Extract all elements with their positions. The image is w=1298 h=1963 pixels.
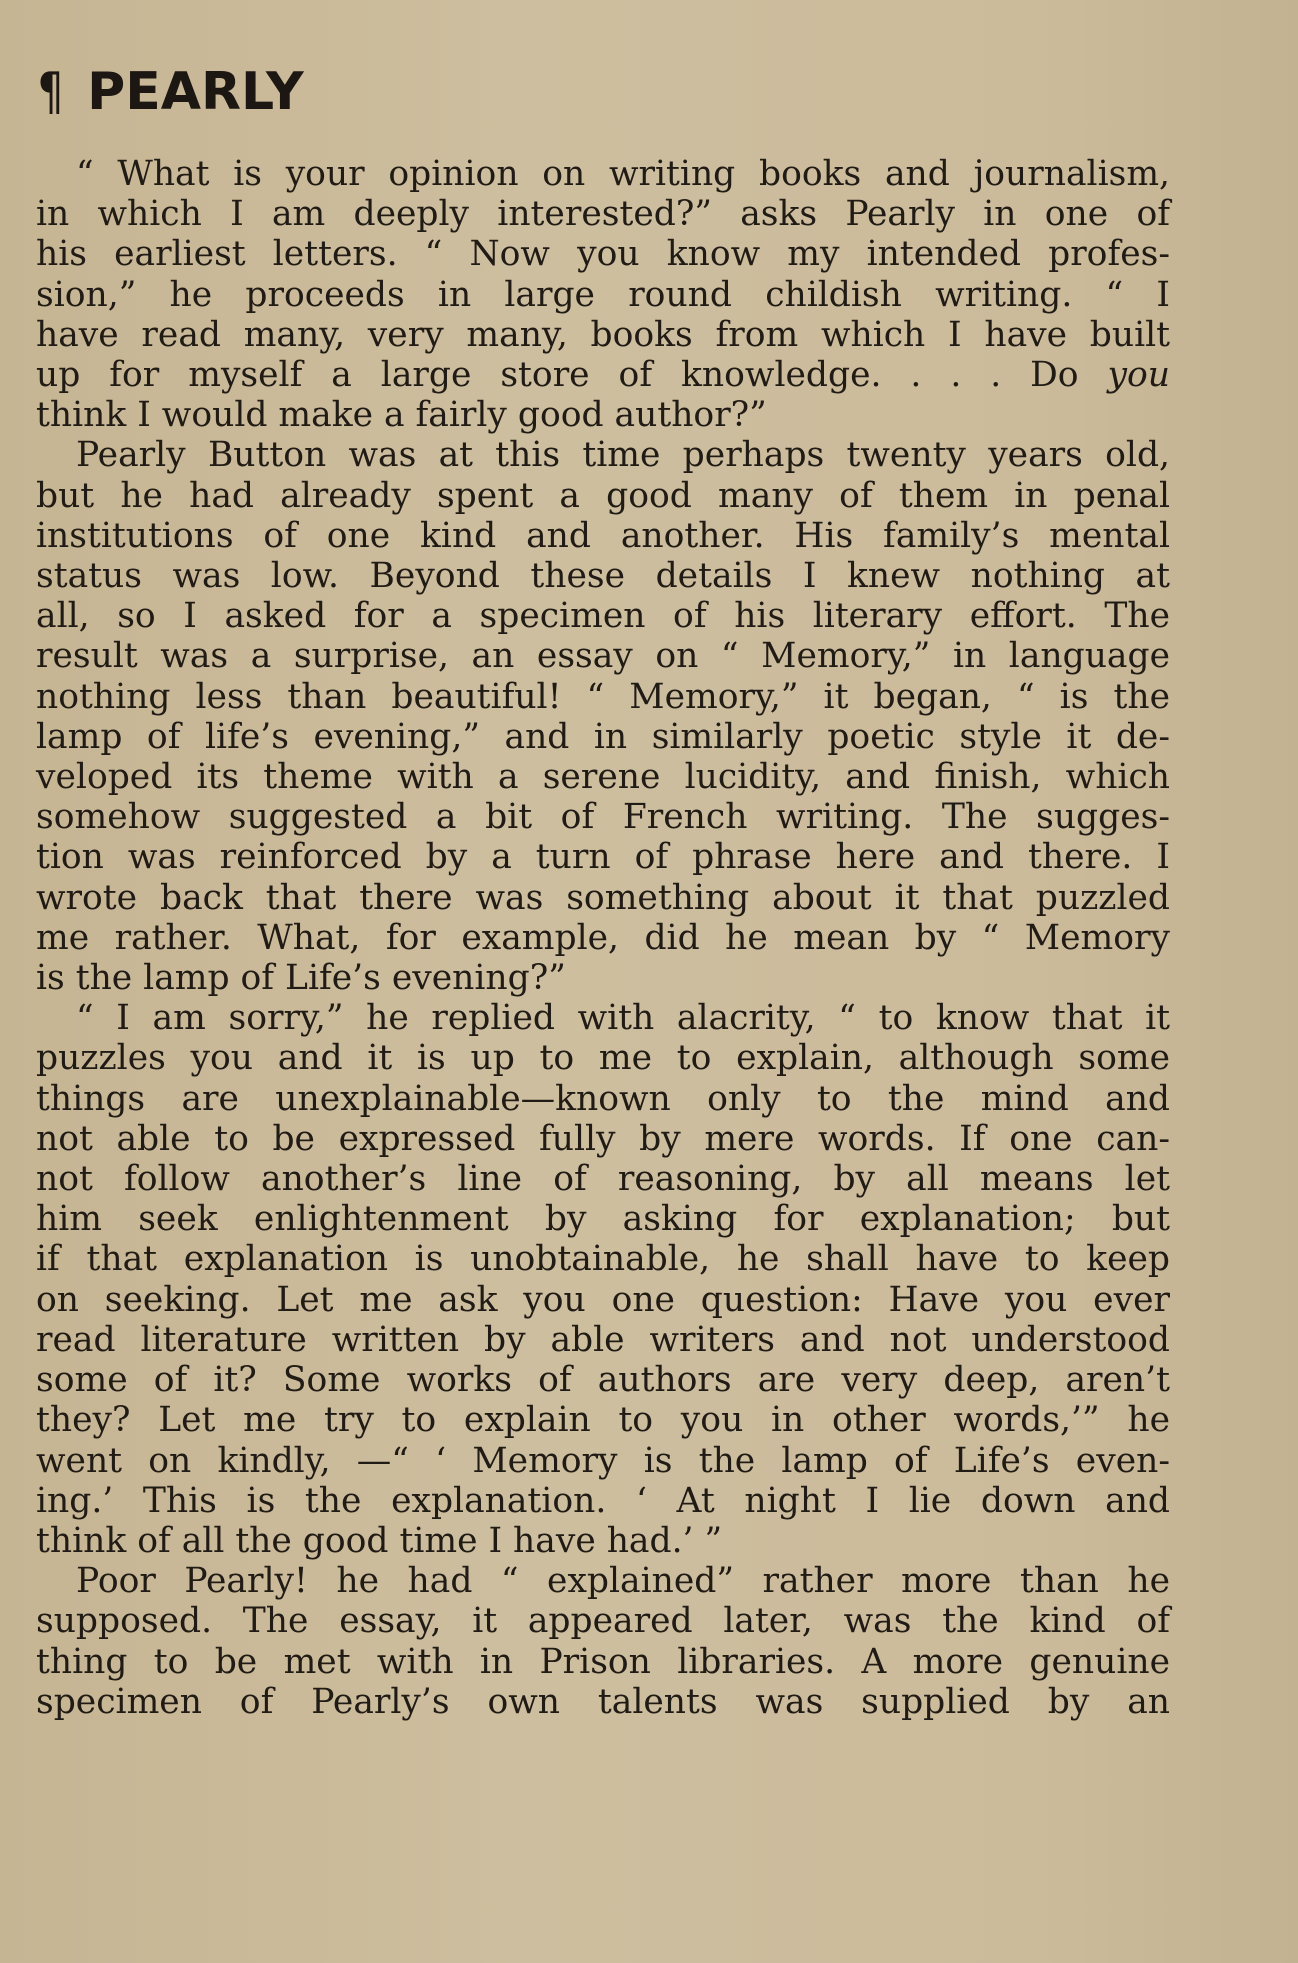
text-line: all, so I asked for a specimen of his literary effort. The — [36, 596, 1170, 637]
text-line: somehow suggested a bit of French writing. The sugges- — [36, 797, 1170, 838]
text-line: think I would make a fairly good author?” — [36, 395, 767, 436]
text-line: wrote back that there was something about it that puzzled — [36, 877, 1170, 918]
text-line: Poor Pearly! he had “ explained” rather more than he — [76, 1561, 1170, 1602]
text-line: on seeking. Let me ask you one question: Have you ever — [36, 1279, 1170, 1320]
text-line: nothing less than beautiful! “ Memory,” it began, “ is the — [36, 676, 1170, 717]
text-line: status was low. Beyond these details I knew nothing at — [36, 556, 1170, 597]
text-line: not follow another’s line of reasoning, by all means let — [36, 1159, 1170, 1200]
text-line: “ What is your opinion on writing books and journalism, — [76, 154, 1170, 194]
text-line: institutions of one kind and another. His family’s mental — [36, 515, 1170, 556]
text-line: thing to be met with in Prison libraries. A more genuine — [36, 1641, 1170, 1682]
text-line: supposed. The essay, it appeared later, was the kind of — [36, 1601, 1170, 1642]
text-line: not able to be expressed fully by mere words. If one can- — [36, 1118, 1170, 1159]
text-line: lamp of life’s evening,” and in similarly poetic style it de- — [36, 716, 1170, 757]
text-line: things are unexplainable—known only to the mind and — [36, 1078, 1170, 1119]
text-line: tion was reinforced by a turn of phrase here and there. I — [36, 837, 1170, 878]
section-heading — [34, 62, 304, 122]
text-line: result was a surprise, an essay on “ Memory,” in language — [36, 636, 1170, 677]
text-line: up for myself a large store of knowledge. . . . Do you — [36, 355, 1170, 396]
text-line: is the lamp of Life’s evening?” — [36, 958, 566, 999]
text-line: in which I am deeply interested?” asks Pearly in one of — [36, 194, 1170, 235]
text-line: ing.’ This is the explanation. ‘ At night I lie down and — [36, 1480, 1170, 1521]
section-title: PEARLY — [87, 62, 304, 122]
body-text — [36, 154, 1170, 1722]
text-line: if that explanation is unobtainable, he shall have to keep — [36, 1239, 1170, 1280]
pilcrow-mark: ¶ — [37, 62, 64, 122]
text-line: “ I am sorry,” he replied with alacrity, “ to know that it — [76, 998, 1170, 1039]
text-line: puzzles you and it is up to me to explain, although some — [36, 1038, 1170, 1079]
text-line: me rather. What, for example, did he mean by “ Memory — [36, 917, 1170, 958]
text-line: think of all the good time I have had.’ ” — [36, 1520, 723, 1561]
text-line: his earliest letters. “ Now you know my intended profes- — [36, 234, 1170, 275]
text-line: specimen of Pearly’s own talents was supplied by an — [36, 1681, 1170, 1722]
text-line: have read many, very many, books from which I have built — [36, 314, 1170, 355]
text-line: veloped its theme with a serene lucidity, and finish, which — [36, 757, 1170, 798]
text-line: they? Let me try to explain to you in other words,’” he — [36, 1400, 1170, 1441]
text-line: went on kindly, —“ ‘ Memory is the lamp of Life’s even- — [36, 1440, 1170, 1481]
text-line: read literature written by able writers and not understood — [36, 1319, 1170, 1360]
text-line: sion,” he proceeds in large round childish writing. “ I — [36, 274, 1170, 315]
text-line: some of it? Some works of authors are very deep, aren’t — [36, 1360, 1170, 1401]
text-line: him seek enlightenment by asking for explanation; but — [36, 1199, 1170, 1240]
text-line: but he had already spent a good many of them in penal — [36, 475, 1170, 516]
text-line: Pearly Button was at this time perhaps twenty years old, — [76, 435, 1170, 476]
